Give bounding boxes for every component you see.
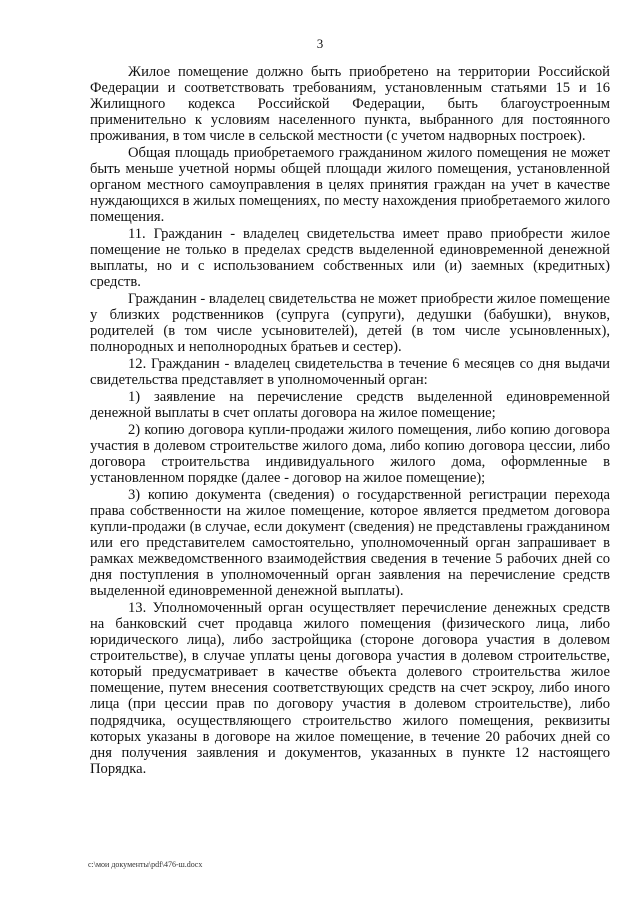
paragraph: 12. Гражданин - владелец свидетельства в течение 6 месяцев со дня выдачи свидетельства представляет в уполномоченный орган: [90,356,610,389]
paragraph: 11. Гражданин - владелец свидетельства имеет право приобрести жилое помещение не только в пределах средств выделенной единовременной денежной выплаты, но и с использованием собственных или (и) заемных (кредитных) средств. [90,226,610,291]
page-number: 3 [316,36,324,51]
paragraph: Общая площадь приобретаемого гражданином жилого помещения не может быть меньше учетной нормы общей площади жилого помещения, установленной органом местного самоуправления в целях принятия граждан на учет в качестве нуждающихся в жилых помещениях, по месту нахождения приобретаемого жилого помещения. [90,145,610,226]
paragraph: Жилое помещение должно быть приобретено на территории Российской Федерации и соответствовать требованиям, установленным статьями 15 и 16 Жилищного кодекса Российской Федерации, быть благоустроенным применительно к условиям населенного пункта, выбранного для постоянного проживания, в том числе в сельской местности (с учетом надворных построек). [90,64,610,145]
footer-file-path: c:\мои документы\pdf\476-ш.docx [88,860,203,869]
paragraph: 3) копию документа (сведения) о государственной регистрации перехода права собственности на жилое помещение, которое является предметом договора купли-продажи (в случае, если документ (сведения) не представлены гражданином или его представителем самостоятельно, уполномоченный орган запрашивает в рамках межведомственного взаимодействия сведения в течение 5 рабочих дней со дня поступления в уполномоченный орган заявления на перечисление средств выделенной единовременной денежной выплаты). [90,486,610,600]
paragraph: 13. Уполномоченный орган осуществляет перечисление денежных средств на банковский счет продавца жилого помещения (физического лица, либо юридического лица), либо застройщика (стороне договора участия в долевом строительстве), в случае уплаты цены договора участия в долевом строительстве, который предусматривает в качестве объекта долевого строительства жилое помещение, путем внесения соответствующих средств на счет эскроу, либо иного лица (при цессии прав по договору участия в долевом строительстве), либо подрядчика, осуществляющего строительство жилого помещения, реквизиты которых указаны в договоре на жилое помещение, в течение 20 рабочих дней со дня получения заявления и документов, указанных в пункте 12 настоящего Порядка. [90,599,610,777]
document-body [90,64,610,777]
paragraph: 1) заявление на перечисление средств выделенной единовременной денежной выплаты в счет оплаты договора на жилое помещение; [90,388,610,421]
paragraph: Гражданин - владелец свидетельства не может приобрести жилое помещение у близких родственников (супруга (супруги), дедушки (бабушки), внуков, родителей (в том числе усыновителей), детей (в том числе усыновленных), полнородных и неполнородных братьев и сестер). [90,291,610,356]
paragraph: 2) копию договора купли-продажи жилого помещения, либо копию договора участия в долевом строительстве жилого дома, либо копию договора цессии, либо договора строительства индивидуального жилого дома, оформленные в установленном порядке (далее - договор на жилое помещение); [90,421,610,486]
